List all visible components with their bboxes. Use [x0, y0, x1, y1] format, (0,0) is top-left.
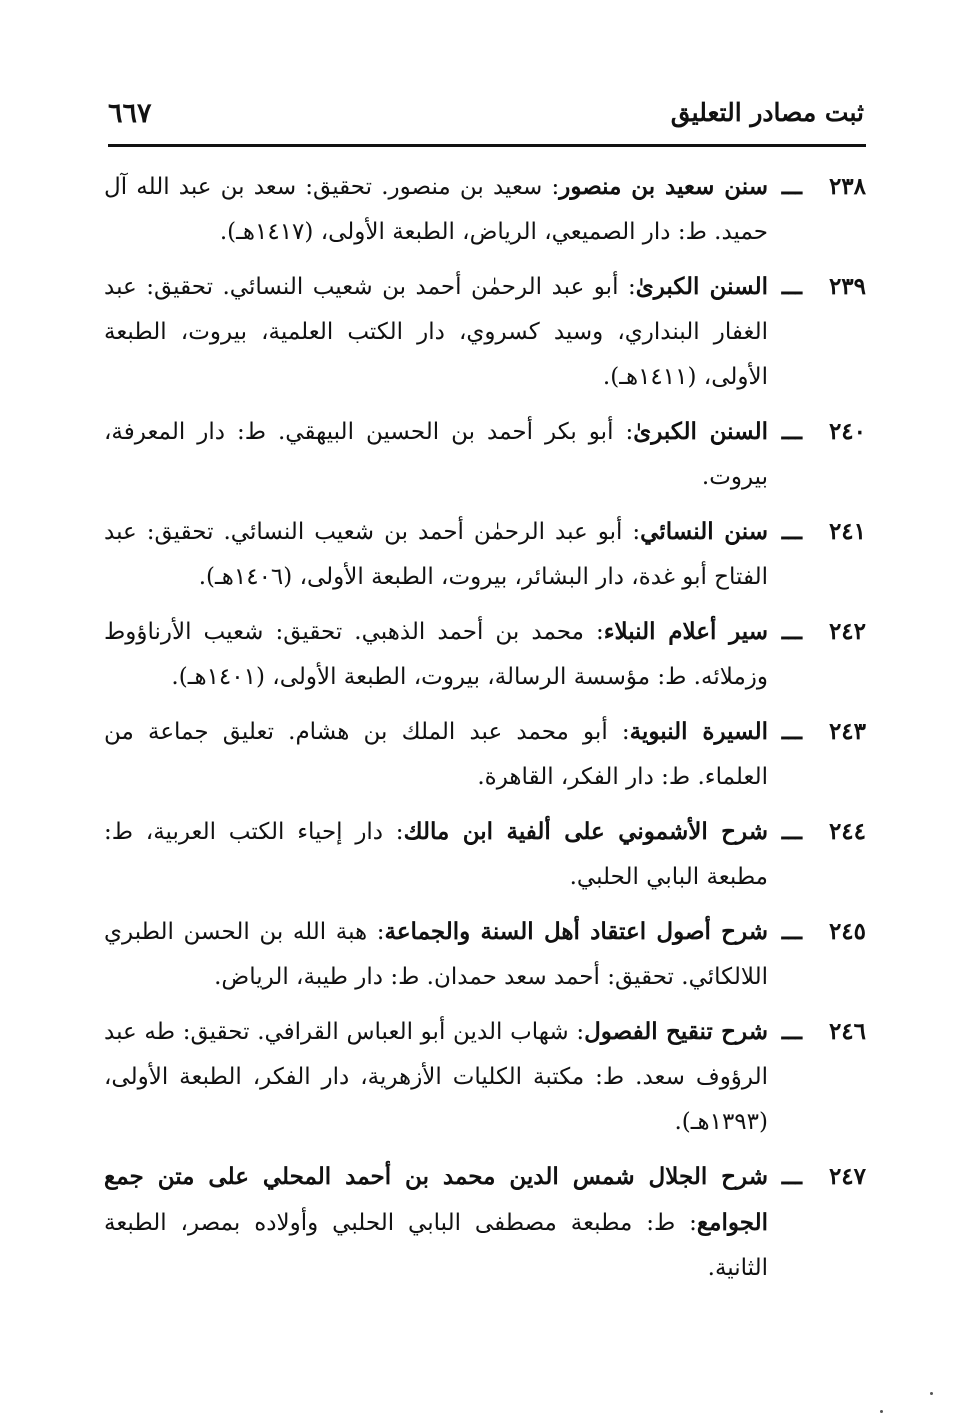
- entry-dash: ـــ: [781, 918, 802, 945]
- entry-title: السنن الكبرىٰ: [635, 273, 769, 300]
- entry-number: ٢٤٥: [828, 918, 866, 945]
- entry-title: سنن سعيد بن منصور: [559, 173, 768, 200]
- entry-dash: ـــ: [781, 818, 802, 845]
- entry-title: شرح الأشموني على ألفية ابن مالك: [403, 818, 768, 845]
- bibliography-entry: [104, 1009, 866, 1145]
- bibliography-entry: [104, 809, 866, 900]
- entry-text: : محمد بن أحمد الذهبي. تحقيق: شعيب الأرناؤوط وزملائه. ط: مؤسسة الرسالة، بيروت، الطبعة الأولى، (١٤٠١هـ).: [104, 619, 768, 690]
- entry-text: : أبو بكر أحمد بن الحسين البيهقي. ط: دار المعرفة، بيروت.: [104, 419, 768, 490]
- running-title: ثبت مصادر التعليق: [670, 98, 864, 127]
- bibliography-entry: [104, 609, 866, 700]
- page-number: ٦٦٧: [108, 98, 152, 129]
- entry-text: : دار إحياء الكتب العربية، ط: مطبعة البابي الحلبي.: [104, 819, 768, 890]
- entry-title: سنن النسائي: [640, 518, 768, 545]
- entry-dash: ـــ: [781, 1163, 802, 1190]
- entry-title: شرح أصول اعتقاد أهل السنة والجماعة: [384, 918, 768, 945]
- page-header: [108, 92, 864, 144]
- entry-text: : أبو عبد الرحمٰن أحمد بن شعيب النسائي. تحقيق: عبد الغفار البنداري، وسيد كسروي، دار الكتب العلمية، بيروت، الطبعة الأولى، (١٤١١هـ).: [104, 274, 768, 390]
- entry-text: : أبو عبد الرحمٰن أحمد بن شعيب النسائي. تحقيق: عبد الفتاح أبو غدة، دار البشائر، بيروت، الطبعة الأولى، (١٤٠٦هـ).: [104, 519, 768, 590]
- bibliography-entry: [104, 509, 866, 600]
- scan-speck: [930, 1392, 933, 1395]
- entry-dash: ـــ: [781, 1018, 802, 1045]
- entry-title: شرح تنقيح الفصول: [584, 1018, 768, 1045]
- entry-dash: ـــ: [781, 518, 802, 545]
- entry-number: ٢٤٦: [828, 1018, 866, 1045]
- entry-title: سير أعلام النبلاء: [603, 618, 768, 645]
- entry-title: السيرة النبوية: [629, 718, 768, 745]
- entry-dash: ـــ: [781, 173, 802, 200]
- bibliography-entry: [104, 264, 866, 400]
- bibliography-entry: [104, 164, 866, 255]
- entry-title: السنن الكبرىٰ: [633, 418, 768, 445]
- entry-text: : شهاب الدين أبو العباس القرافي. تحقيق: طه عبد الرؤوف سعد. ط: مكتبة الكليات الأزهرية، دار الفكر، الطبعة الأولى، (١٣٩٣هـ).: [104, 1019, 768, 1135]
- entry-text: : هبة الله بن الحسن الطبري اللالكائي. تحقيق: أحمد سعد حمدان. ط: دار طيبة، الرياض.: [104, 919, 768, 990]
- entry-number: ٢٤١: [828, 518, 866, 545]
- bibliography-entry: [104, 909, 866, 1000]
- entry-number: ٢٣٨: [828, 173, 866, 200]
- entry-title: شرح الجلال شمس الدين محمد بن أحمد المحلي على متن جمع الجوامع: [104, 1163, 768, 1236]
- entry-number: ٢٤٧: [828, 1163, 866, 1190]
- entry-dash: ـــ: [781, 273, 802, 300]
- bibliography-list: [104, 164, 866, 1300]
- entry-text: : ط: مطبعة مصطفى البابي الحلبي وأولاده بمصر، الطبعة الثانية.: [104, 1210, 768, 1281]
- bibliography-entry: [104, 409, 866, 500]
- bibliography-entry: [104, 709, 866, 800]
- entry-number: ٢٤٠: [828, 418, 866, 445]
- entry-dash: ـــ: [781, 618, 802, 645]
- entry-text: : أبو محمد عبد الملك بن هشام. تعليق جماعة من العلماء. ط: دار الفكر، القاهرة.: [104, 719, 768, 790]
- entry-number: ٢٤٢: [828, 618, 866, 645]
- entry-number: ٢٤٣: [828, 718, 866, 745]
- header-rule: [108, 144, 866, 147]
- entry-text: : سعيد بن منصور. تحقيق: سعد بن عبد الله آل حميد. ط: دار الصميعي، الرياض، الطبعة الأولى، (١٤١٧هـ).: [104, 174, 768, 245]
- entry-dash: ـــ: [781, 718, 802, 745]
- bibliography-entry: [104, 1154, 866, 1291]
- entry-number: ٢٣٩: [828, 273, 866, 300]
- entry-number: ٢٤٤: [828, 818, 866, 845]
- entry-dash: ـــ: [781, 418, 802, 445]
